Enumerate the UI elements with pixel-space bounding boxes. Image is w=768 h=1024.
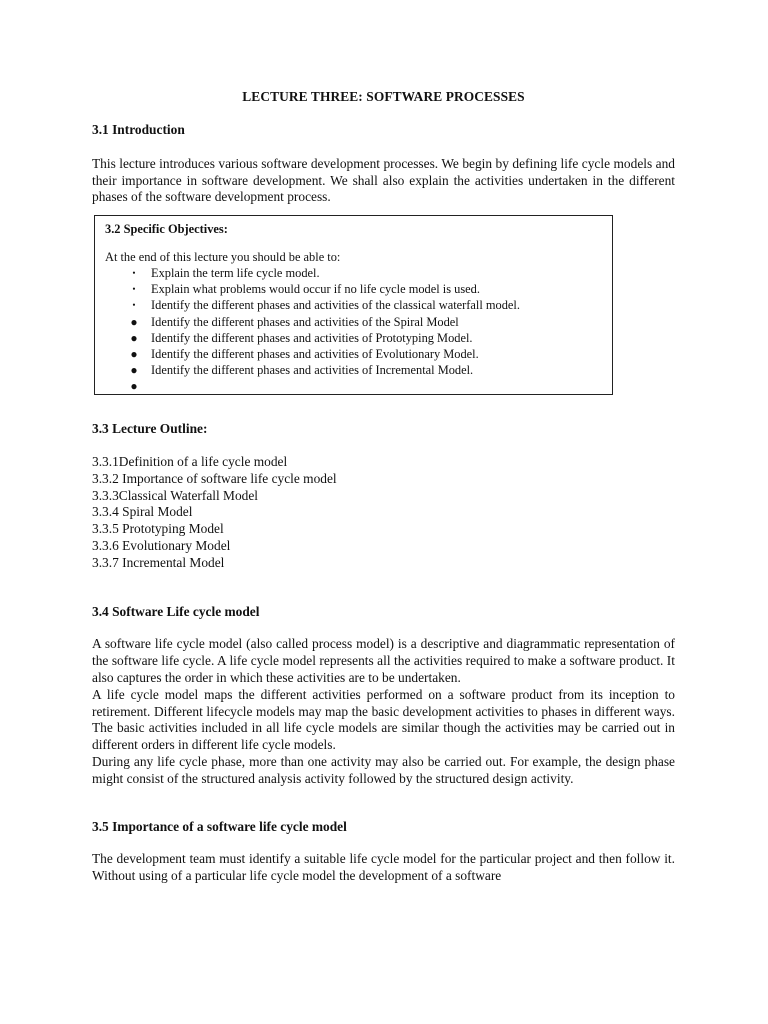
objectives-list	[105, 265, 602, 394]
document-page	[92, 89, 675, 885]
bullet-icon: ●	[130, 330, 138, 345]
outline-item: 3.3.6 Evolutionary Model	[92, 537, 231, 553]
objective-item: • Explain what problems would occur if no life cycle model is used.	[127, 281, 602, 297]
objective-item: • Explain the term life cycle model.	[127, 265, 602, 281]
section-heading-lifecycle: 3.4 Software Life cycle model	[92, 603, 260, 619]
objectives-box	[94, 215, 613, 395]
objective-item: ● Identify the different phases and activities of Evolutionary Model.	[127, 346, 602, 362]
lifecycle-paragraph: A software life cycle model (also called process model) is a descriptive and diagrammatic representation of the software life cycle. A life cycle model represents all the activities required to make a software product. It also captures the order in which these activities are to be undertaken.	[92, 636, 675, 685]
outline-list	[92, 454, 675, 572]
lifecycle-body	[92, 636, 675, 787]
bullet-icon: ●	[130, 363, 138, 378]
objective-item: ● Identify the different phases and activities of Prototyping Model.	[127, 330, 602, 346]
bullet-icon: ●	[130, 379, 138, 394]
section-heading-introduction: 3.1 Introduction	[92, 122, 185, 137]
bullet-icon: ●	[130, 314, 138, 329]
objective-item: ● Identify the different phases and activities of the Spiral Model	[127, 314, 602, 330]
section-heading-importance: 3.5 Importance of a software life cycle model	[92, 818, 347, 834]
importance-paragraph: The development team must identify a suitable life cycle model for the particular project and then follow it. Without using of a particular life cycle model the development of a software	[92, 851, 675, 884]
objectives-heading: 3.2 Specific Objectives:	[105, 222, 228, 237]
bullet-icon: •	[132, 267, 136, 278]
lifecycle-paragraph: During any life cycle phase, more than one activity may also be carried out. For example, the design phase might consist of the structured analysis activity followed by the structured design activity.	[92, 753, 675, 786]
bullet-icon: ●	[130, 347, 138, 361]
outline-item: 3.3.4 Spiral Model	[92, 504, 193, 520]
objectives-lead: At the end of this lecture you should be able to:	[105, 250, 341, 265]
lifecycle-paragraph: A life cycle model maps the different activities performed on a software product from its inception to retirement. Different lifecycle models may map the basic development activities to phases in different ways. The basic activities included in all life cycle models are similar though the activities may be carried out in different orders in different life cycle models.	[92, 686, 675, 753]
outline-item: 3.3.7 Incremental Model	[92, 554, 225, 570]
introduction-paragraph: This lecture introduces various software development processes. We begin by defining life cycle models and their importance in software development. We shall also explain the activities undertaken in the different phases of the software development process.	[92, 155, 675, 205]
document-title: LECTURE THREE: SOFTWARE PROCESSES	[242, 89, 525, 104]
outline-item: 3.3.1Definition of a life cycle model	[92, 453, 288, 469]
objective-item: • Identify the different phases and activities of the classical waterfall model.	[127, 297, 602, 313]
section-heading-outline: 3.3 Lecture Outline:	[92, 421, 208, 437]
outline-item: 3.3.2 Importance of software life cycle model	[92, 470, 337, 486]
outline-item: 3.3.5 Prototyping Model	[92, 521, 224, 537]
bullet-icon: •	[132, 300, 136, 311]
bullet-icon: •	[132, 284, 136, 295]
objective-item: ● Identify the different phases and activities of Incremental Model.	[127, 362, 602, 378]
outline-item: 3.3.3Classical Waterfall Model	[92, 487, 259, 503]
